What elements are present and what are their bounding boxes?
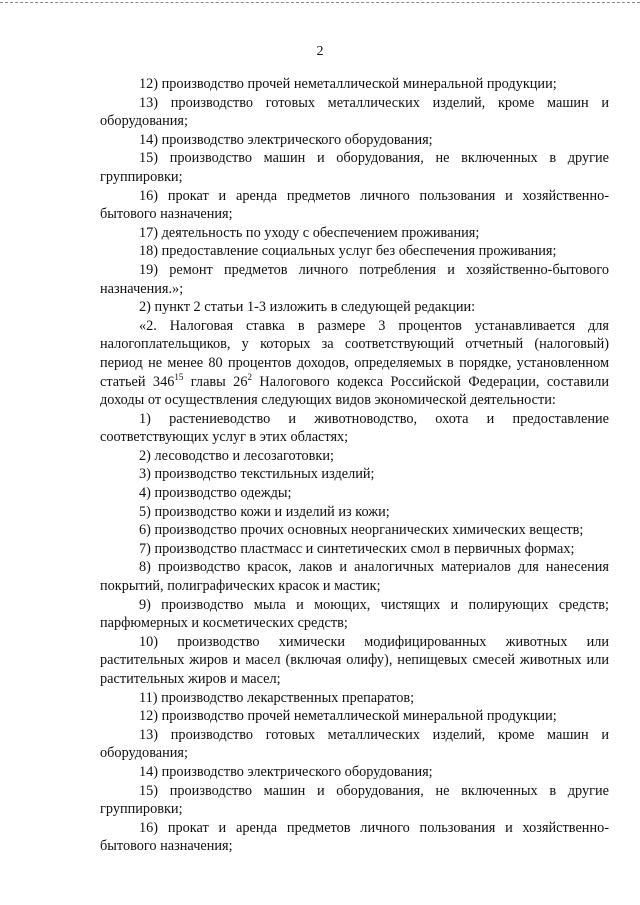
paragraph: 3) производство текстильных изделий; [139, 466, 375, 483]
paragraph: 7) производство пластмасс и синтетических смол в первичных формах; [139, 540, 575, 557]
paragraph: 2) лесоводство и лесозаготовки; [139, 447, 334, 464]
tax-rate-text: Налогового кодекса Российской Федерации, составили доходы от осуществления следующих видов экономической деятельности: [100, 373, 609, 409]
paragraph: 17) деятельность по уходу с обеспечением проживания; [139, 224, 480, 241]
top-scan-edge [0, 2, 640, 3]
paragraph: 16) прокат и аренда предметов личного пользования и хозяйственно-бытового назначения; [100, 187, 609, 223]
paragraph: 10) производство химически модифицированных животных или растительных жиров и масел (включая олифу), непищевых смесей животных или растительных жиров и масел; [100, 633, 609, 687]
paragraph: 15) производство машин и оборудования, не включенных в другие группировки; [100, 150, 609, 185]
paragraph: 1) растениеводство и животноводство, охота и предоставление соответствующих услуг в этих областях; [100, 410, 609, 446]
document-body [100, 75, 609, 856]
paragraph: 11) производство лекарственных препаратов; [139, 689, 415, 706]
paragraph: 6) производство прочих основных неорганических химических веществ; [139, 522, 584, 539]
paragraph: 13) производство готовых металлических изделий, кроме машин и оборудования; [100, 726, 609, 762]
paragraph: 13) производство готовых металлических изделий, кроме машин и оборудования; [100, 94, 609, 130]
paragraph: 16) прокат и аренда предметов личного пользования и хозяйственно-бытового назначения; [100, 819, 609, 855]
paragraph: 19) ремонт предметов личного потребления и хозяйственно-бытового назначения.»; [100, 261, 609, 297]
tax-rate-text: главы 26 [183, 373, 248, 390]
chapter-superscript: 2 [247, 371, 252, 382]
paragraph: 14) производство электрического оборудования; [139, 763, 433, 780]
paragraph: 8) производство красок, лаков и аналогичных материалов для нанесения покрытий, полиграфических красок и мастик; [100, 559, 609, 595]
paragraph: 18) предоставление социальных услуг без обеспечения проживания; [139, 243, 557, 260]
tax-rate-text: «2. Налоговая ставка в размере 3 процентов устанавливается для налогоплательщиков, у которых за соответствующий отчетный (налоговый) период не менее 80 процентов доходов, определяемых в порядке, установленном статьей 346 [100, 317, 609, 390]
paragraph: 14) производство электрического оборудования; [139, 131, 433, 148]
paragraph: 2) пункт 2 статьи 1-3 изложить в следующей редакции: [139, 299, 476, 316]
paragraph: 15) производство машин и оборудования, не включенных в другие группировки; [100, 782, 609, 818]
paragraph: 5) производство кожи и изделий из кожи; [139, 503, 390, 520]
paragraph: 12) производство прочей неметаллической минеральной продукции; [139, 76, 557, 92]
paragraph: 9) производство мыла и моющих, чистящих и полирующих средств; парфюмерных и косметических средств; [100, 596, 609, 632]
tax-rate-paragraph [100, 317, 609, 410]
article-superscript: 15 [174, 371, 184, 382]
paragraph: 12) производство прочей неметаллической минеральной продукции; [139, 708, 557, 725]
page-number: 2 [316, 44, 324, 59]
paragraph: 4) производство одежды; [139, 485, 292, 502]
